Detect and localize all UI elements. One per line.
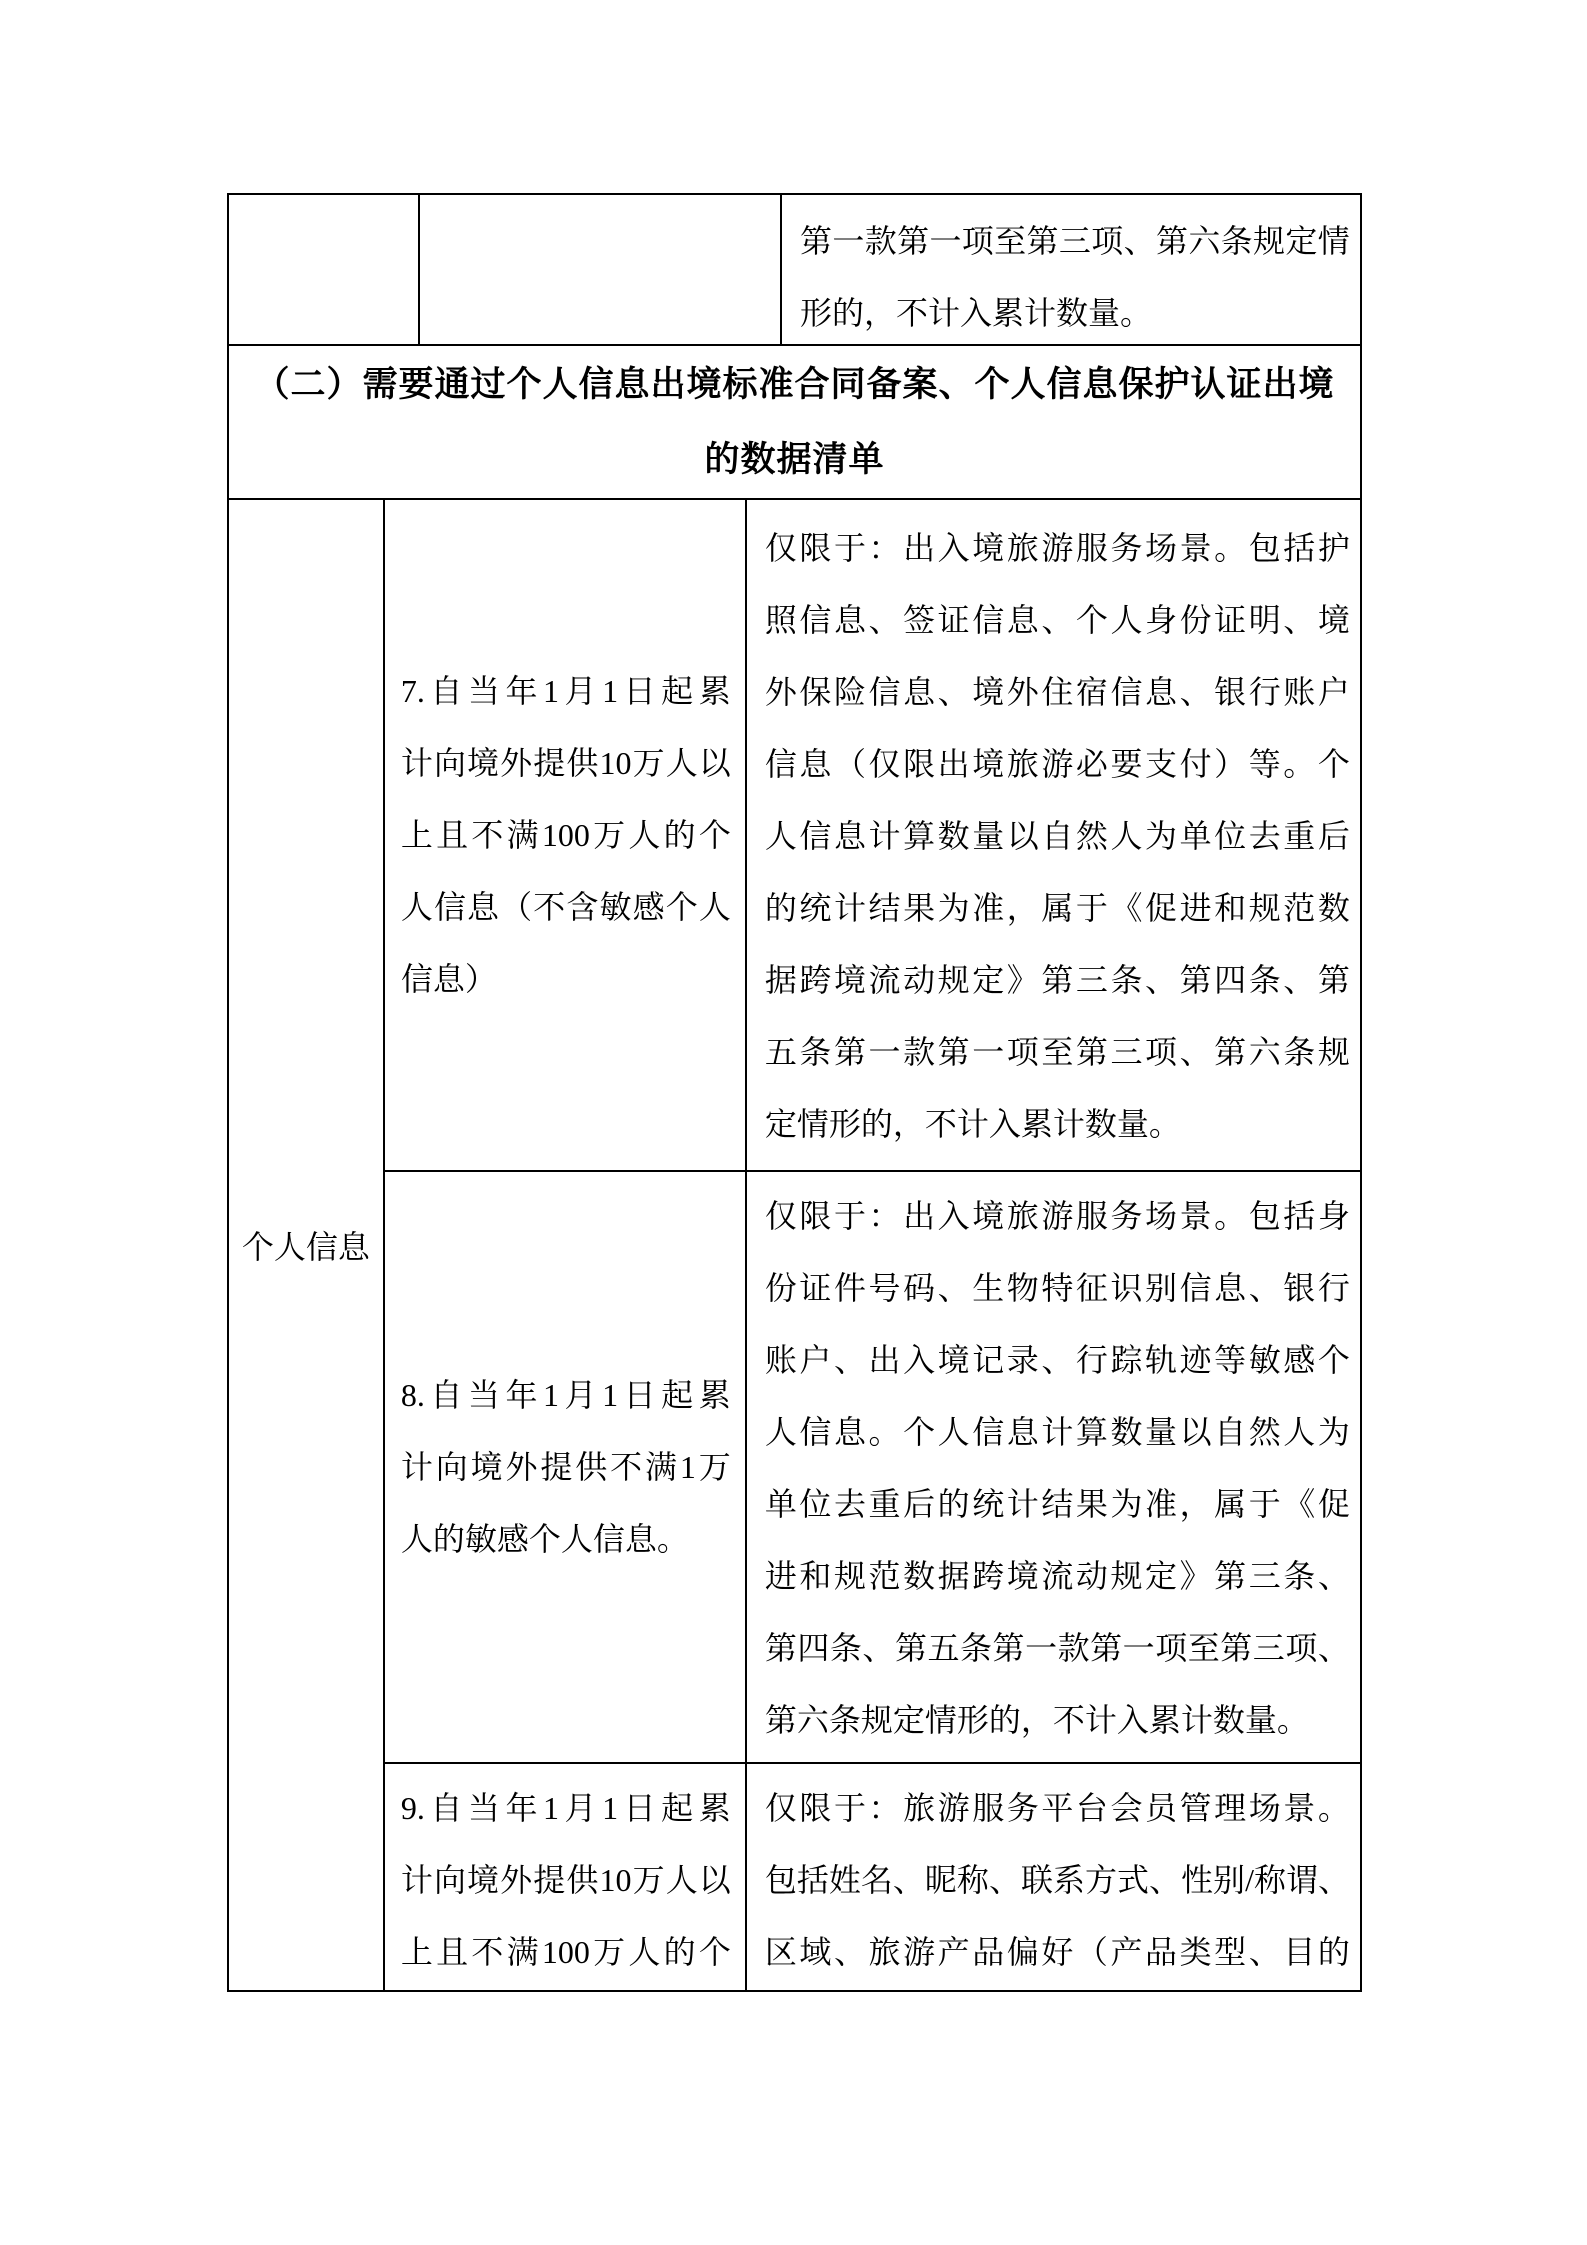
table-body-group bbox=[229, 500, 1360, 1990]
text-line: 计 向 境 外 提 供 10 万 人 以 bbox=[400, 1862, 731, 1898]
text-line: 仅 限 于 ： 出 入 境 旅 游 服 务 场 景 。 包 括 身 bbox=[764, 1198, 1350, 1234]
cell-scope-continuation bbox=[782, 195, 1360, 344]
text-line: 人 信 息 计 算 数 量 以 自 然 人 为 单 位 去 重 后 bbox=[764, 818, 1350, 854]
text-line: 账 户 、 出 入 境 记 录 、 行 踪 轨 迹 等 敏 感 个 bbox=[764, 1342, 1350, 1378]
text-line: 据 跨 境 流 动 规 定 》 第 三 条 、 第 四 条 、 第 bbox=[764, 962, 1350, 998]
data-export-list-table bbox=[227, 193, 1362, 1992]
cell-condition-8 bbox=[385, 1172, 747, 1762]
text-line: 五 条 第 一 款 第 一 项 至 第 三 项 、 第 六 条 规 bbox=[764, 1034, 1350, 1070]
table-row-9 bbox=[385, 1764, 1360, 1990]
table-row-continuation bbox=[229, 195, 1360, 346]
text-line: 区 域 、 旅 游 产 品 偏 好 （ 产 品 类 型 、 目 的 bbox=[764, 1934, 1350, 1970]
cell-category-empty bbox=[229, 195, 420, 344]
section-header-row bbox=[229, 346, 1360, 500]
text-line: 仅 限 于 ： 出 入 境 旅 游 服 务 场 景 。 包 括 护 bbox=[764, 530, 1350, 566]
section-header-line2: 的数据清单 bbox=[704, 440, 885, 479]
cell-condition-empty bbox=[420, 195, 782, 344]
text-line: 份 证 件 号 码 、 生 物 特 征 识 别 信 息 、 银 行 bbox=[764, 1270, 1350, 1306]
section-header-line1: （二）需要通过个人信息出境标准合同备案、个人信息保护认证出境 bbox=[254, 365, 1335, 404]
text-line: 计 向 境 外 提 供 不 满 1 万 bbox=[400, 1449, 731, 1485]
text-line: 人 信 息 。 个 人 信 息 计 算 数 量 以 自 然 人 为 bbox=[764, 1414, 1350, 1450]
table-row-7 bbox=[385, 500, 1360, 1172]
text-line: 信 息 （ 仅 限 出 境 旅 游 必 要 支 付 ） 等 。 个 bbox=[764, 746, 1350, 782]
text-line: 的 统 计 结 果 为 准 ， 属 于 《 促 进 和 规 范 数 bbox=[764, 890, 1350, 926]
text-line: 7. 自 当 年 1 月 1 日 起 累 bbox=[400, 673, 731, 709]
text-line: 包 括 姓 名 、 昵 称 、 联 系 方 式 、 性 别 / 称 谓 、 bbox=[764, 1862, 1350, 1898]
cell-condition-7 bbox=[385, 500, 747, 1170]
text-line: 上 且 不 满 100 万 人 的 个 bbox=[400, 1934, 731, 1970]
section-header bbox=[229, 346, 1360, 498]
text-line: 外 保 险 信 息 、 境 外 住 宿 信 息 、 银 行 账 户 bbox=[764, 674, 1350, 710]
category-label: 个人信息 bbox=[241, 1229, 370, 1265]
table-row-8 bbox=[385, 1172, 1360, 1764]
text-line: 第六条规定情形的，不计入累计数量。 bbox=[764, 1702, 1309, 1738]
text-line: 第 一 款 第 一 项 至 第 三 项 、 第 六 条 规 定 情 bbox=[800, 223, 1350, 259]
text-line: 第 四 条 、 第 五 条 第 一 款 第 一 项 至 第 三 项 、 bbox=[764, 1630, 1350, 1666]
text-line: 8. 自 当 年 1 月 1 日 起 累 bbox=[400, 1377, 731, 1413]
text-line: 人的敏感个人信息。 bbox=[400, 1521, 689, 1557]
text-line: 进 和 规 范 数 据 跨 境 流 动 规 定 》 第 三 条 、 bbox=[764, 1558, 1350, 1594]
text-line: 信息） bbox=[400, 961, 497, 997]
cell-scope-8 bbox=[747, 1172, 1360, 1762]
text-line: 单 位 去 重 后 的 统 计 结 果 为 准 ， 属 于 《 促 bbox=[764, 1486, 1350, 1522]
cell-scope-7 bbox=[747, 500, 1360, 1170]
table-body-rows bbox=[385, 500, 1360, 1990]
text-line: 9. 自 当 年 1 月 1 日 起 累 bbox=[400, 1790, 731, 1826]
text-line: 人 信 息 （ 不 含 敏 感 个 人 bbox=[400, 889, 731, 925]
cell-category-personal-info bbox=[229, 500, 385, 1990]
cell-condition-9 bbox=[385, 1764, 747, 1990]
text-line: 计 向 境 外 提 供 10 万 人 以 bbox=[400, 745, 731, 781]
text-line: 上 且 不 满 100 万 人 的 个 bbox=[400, 817, 731, 853]
cell-scope-9 bbox=[747, 1764, 1360, 1990]
text-line: 仅 限 于 ： 旅 游 服 务 平 台 会 员 管 理 场 景 。 bbox=[764, 1790, 1350, 1826]
text-line: 形的，不计入累计数量。 bbox=[800, 295, 1153, 331]
text-line: 定情形的，不计入累计数量。 bbox=[764, 1106, 1181, 1142]
text-line: 照 信 息 、 签 证 信 息 、 个 人 身 份 证 明 、 境 bbox=[764, 602, 1350, 638]
